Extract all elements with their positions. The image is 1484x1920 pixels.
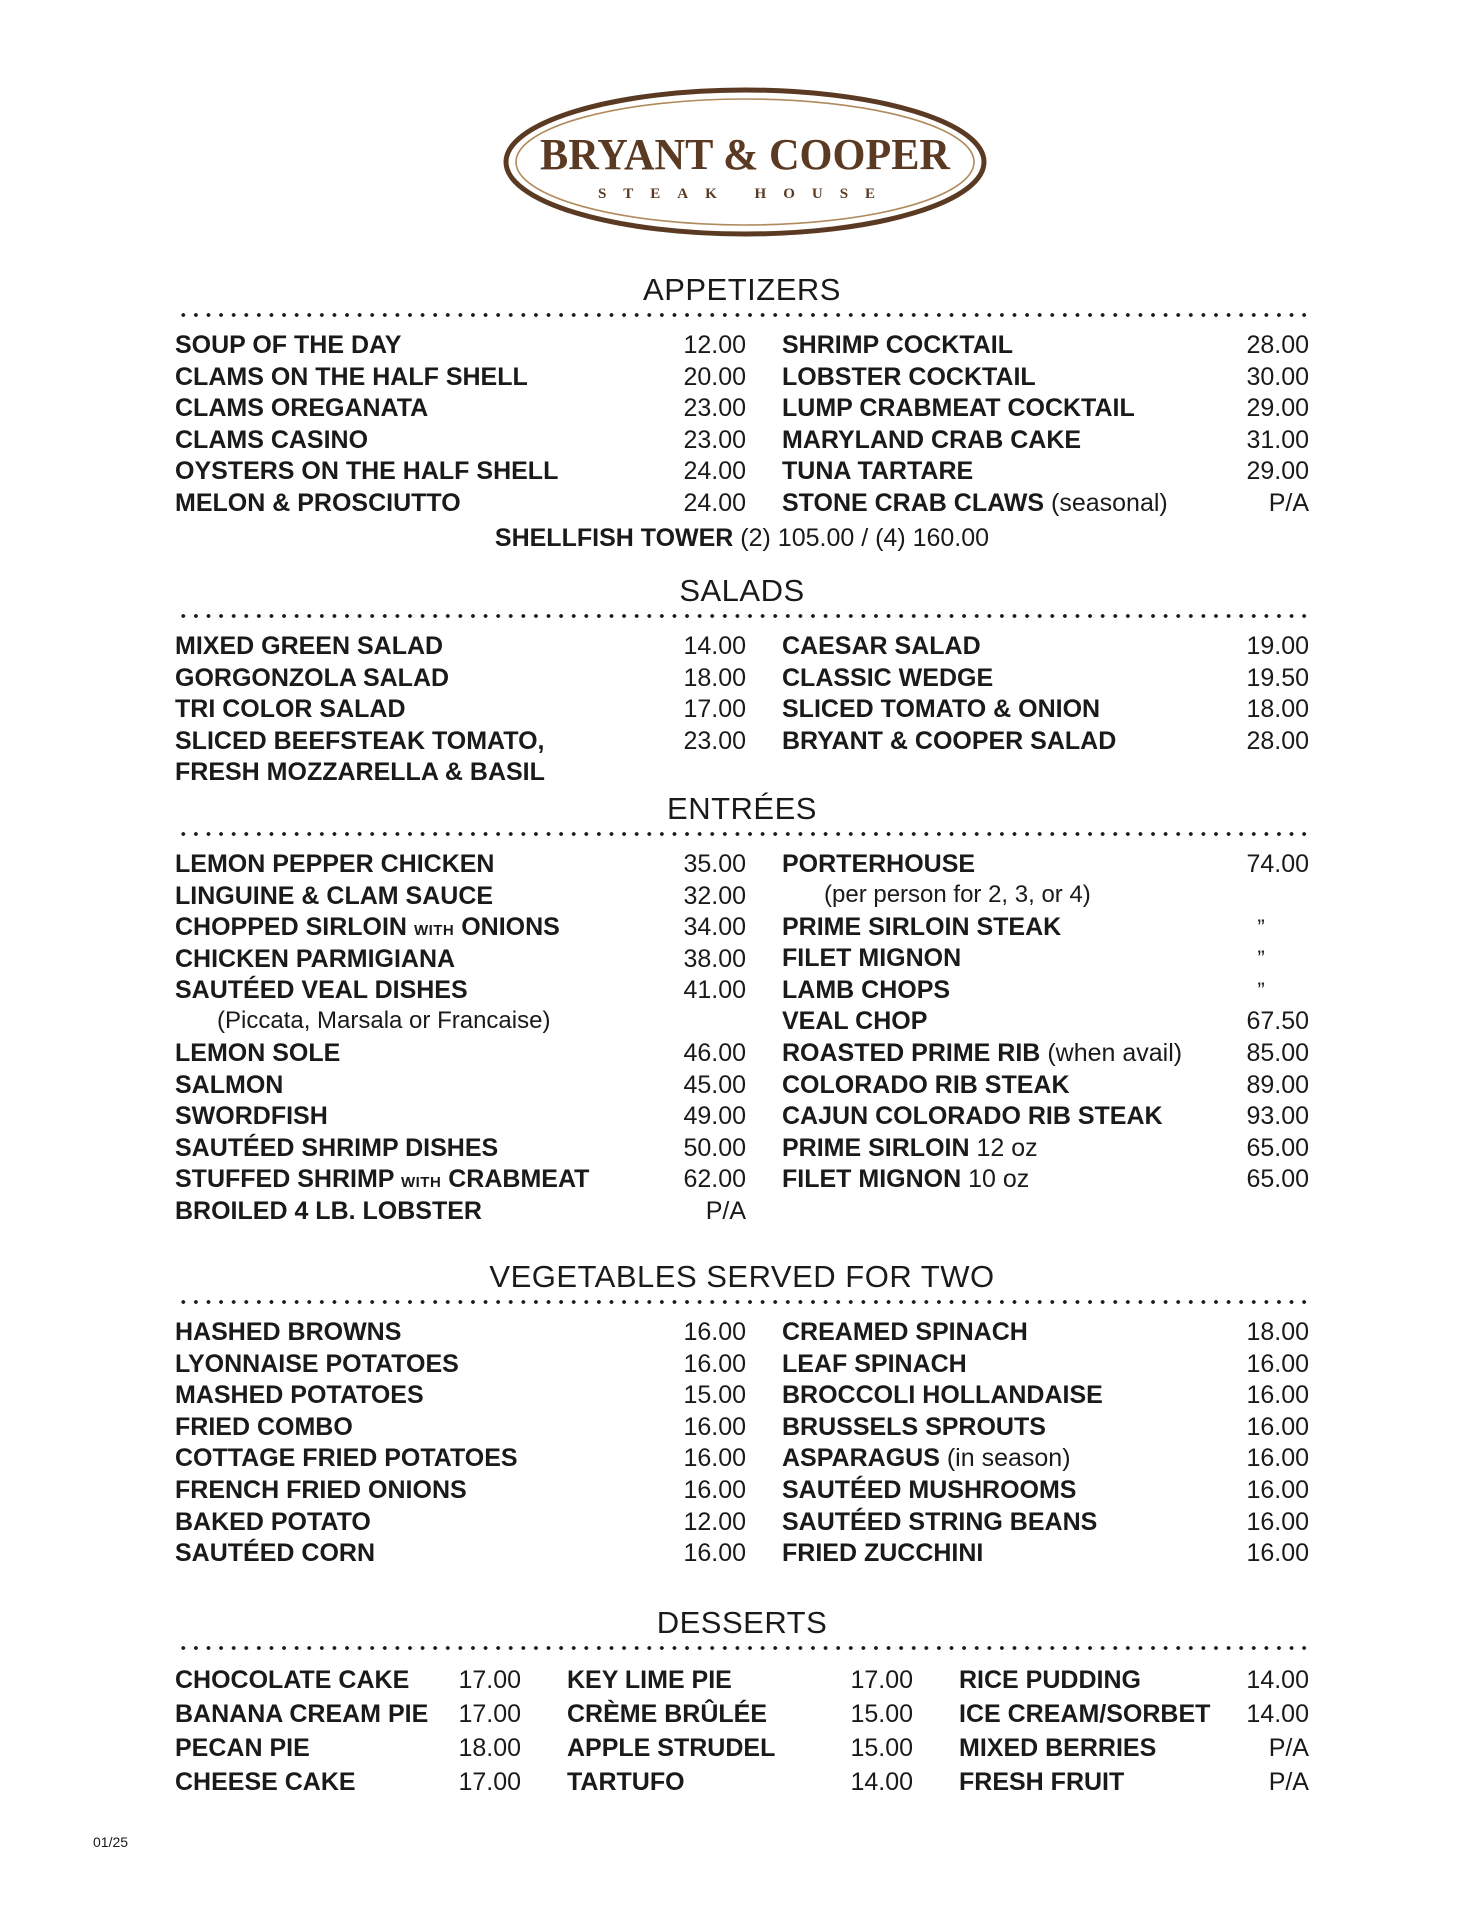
menu-item: CAESAR SALAD 19.00 xyxy=(782,632,1309,660)
menu-item: OYSTERS ON THE HALF SHELL 24.00 xyxy=(175,457,746,486)
menu-item: BROCCOLI HOLLANDAISE 16.00 xyxy=(782,1381,1309,1410)
menu-item: FRIED COMBO 16.00 xyxy=(175,1412,746,1441)
menu-item: ICE CREAM/SORBET 14.00 xyxy=(959,1700,1309,1728)
desserts-column-2 xyxy=(567,1663,913,1799)
menu-item: FRENCH FRIED ONIONS 16.00 xyxy=(175,1475,746,1504)
entrees-left-column xyxy=(175,849,746,1228)
menu-item: BROILED 4 LB. LOBSTER P/A xyxy=(175,1196,746,1225)
menu-item: CLAMS ON THE HALF SHELL 20.00 xyxy=(175,362,746,391)
menu-item: APPLE STRUDEL 15.00 xyxy=(567,1734,913,1762)
menu-item: LUMP CRABMEAT COCKTAIL 29.00 xyxy=(782,394,1309,423)
menu-item: COTTAGE FRIED POTATOES 16.00 xyxy=(175,1444,746,1473)
menu-item: ASPARAGUS (in season) 16.00 xyxy=(782,1444,1309,1473)
menu-item: CHEESE CAKE 17.00 xyxy=(175,1768,521,1796)
menu-item: SAUTÉED SHRIMP DISHES 50.00 xyxy=(175,1133,746,1162)
entrees-right-column xyxy=(782,849,1309,1228)
vegetables-section xyxy=(175,1259,1309,1570)
vegetables-right-column xyxy=(782,1317,1309,1570)
dotted-divider xyxy=(175,831,1309,837)
ditto-mark: ” xyxy=(1257,977,1265,1003)
menu-item: STUFFED SHRIMP WITH CRABMEAT 62.00 xyxy=(175,1165,746,1194)
menu-item: FILET MIGNON ” xyxy=(782,943,1309,975)
vegetables-left-column xyxy=(175,1317,746,1570)
menu-item: HASHED BROWNS 16.00 xyxy=(175,1318,746,1346)
salads-right-column xyxy=(782,631,1309,789)
appetizers-section xyxy=(175,272,1309,554)
appetizers-left-column xyxy=(175,330,746,520)
revision-code: 01/25 xyxy=(93,1834,129,1850)
menu-item: LINGUINE & CLAM SAUCE 32.00 xyxy=(175,881,746,910)
menu-item: SAUTÉED STRING BEANS 16.00 xyxy=(782,1507,1309,1536)
menu-item: TUNA TARTARE 29.00 xyxy=(782,457,1309,486)
menu-item: CRÈME BRÛLÉE 15.00 xyxy=(567,1700,913,1728)
menu-item: SOUP OF THE DAY 12.00 xyxy=(175,331,746,359)
menu-item: BAKED POTATO 12.00 xyxy=(175,1507,746,1536)
menu-item: BRUSSELS SPROUTS 16.00 xyxy=(782,1412,1309,1441)
menu-item: CLAMS OREGANATA 23.00 xyxy=(175,394,746,423)
menu-item: STONE CRAB CLAWS (seasonal) P/A xyxy=(782,488,1309,517)
menu-item: PORTERHOUSE 74.00 xyxy=(782,850,1309,878)
menu-item: MARYLAND CRAB CAKE 31.00 xyxy=(782,425,1309,454)
section-title: ENTRÉES xyxy=(667,791,817,826)
menu-item: SLICED TOMATO & ONION 18.00 xyxy=(782,695,1309,724)
ditto-mark: ” xyxy=(1257,914,1265,940)
menu-item: CAJUN COLORADO RIB STEAK 93.00 xyxy=(782,1102,1309,1131)
menu-item: LEAF SPINACH 16.00 xyxy=(782,1349,1309,1378)
menu-item-description: (per person for 2, 3, or 4) xyxy=(824,880,1091,908)
menu-item: LYONNAISE POTATOES 16.00 xyxy=(175,1349,746,1378)
menu-item: FRESH FRUIT P/A xyxy=(959,1768,1309,1796)
menu-item: PECAN PIE 18.00 xyxy=(175,1734,521,1762)
shellfish-tower: SHELLFISH TOWER (2) 105.00 / (4) 160.00 xyxy=(494,523,990,552)
menu-item-description: (Piccata, Marsala or Francaise) xyxy=(217,1006,551,1034)
menu-item: MASHED POTATOES 15.00 xyxy=(175,1381,746,1410)
menu-item: SWORDFISH 49.00 xyxy=(175,1102,746,1131)
menu-item: TRI COLOR SALAD 17.00 xyxy=(175,695,746,724)
menu-item: VEAL CHOP 67.50 xyxy=(782,1007,1309,1036)
menu-item: SHRIMP COCKTAIL 28.00 xyxy=(782,331,1309,359)
menu-item: PRIME SIRLOIN 12 oz 65.00 xyxy=(782,1133,1309,1162)
menu-item: ROASTED PRIME RIB (when avail) 85.00 xyxy=(782,1038,1309,1067)
desserts-column-3 xyxy=(959,1663,1309,1799)
restaurant-logo xyxy=(502,86,988,238)
logo-name: BRYANT & COOPER xyxy=(540,130,952,179)
menu-item: KEY LIME PIE 17.00 xyxy=(567,1666,913,1694)
menu-item: FILET MIGNON 10 oz 65.00 xyxy=(782,1165,1309,1194)
menu-item: PRIME SIRLOIN STEAK ” xyxy=(782,912,1309,944)
section-title: SALADS xyxy=(679,573,805,608)
salads-section xyxy=(175,573,1309,789)
menu-item: LEMON SOLE 46.00 xyxy=(175,1038,746,1067)
menu-item: SAUTÉED VEAL DISHES 41.00 xyxy=(175,976,746,1005)
menu-item: CHOPPED SIRLOIN WITH ONIONS 34.00 xyxy=(175,913,746,942)
salads-left-column xyxy=(175,631,746,789)
section-title: VEGETABLES SERVED FOR TWO xyxy=(489,1259,995,1294)
dotted-divider xyxy=(175,613,1309,619)
menu-item: CLASSIC WEDGE 19.50 xyxy=(782,663,1309,692)
desserts-section xyxy=(175,1605,1309,1799)
menu-item: SLICED BEEFSTEAK TOMATO, 23.00 xyxy=(175,726,746,755)
desserts-column-1 xyxy=(175,1663,521,1799)
menu-item: SAUTÉED CORN 16.00 xyxy=(175,1539,746,1568)
appetizers-right-column xyxy=(782,330,1309,520)
menu-item: SAUTÉED MUSHROOMS 16.00 xyxy=(782,1475,1309,1504)
menu-item: RICE PUDDING 14.00 xyxy=(959,1666,1309,1694)
menu-item: LOBSTER COCKTAIL 30.00 xyxy=(782,362,1309,391)
ditto-mark: ” xyxy=(1257,946,1265,972)
menu-item: MIXED GREEN SALAD 14.00 xyxy=(175,632,746,660)
menu-item: LEMON PEPPER CHICKEN 35.00 xyxy=(175,850,746,878)
menu-item: BRYANT & COOPER SALAD 28.00 xyxy=(782,726,1309,755)
dotted-divider xyxy=(175,1299,1309,1305)
menu-item: MIXED BERRIES P/A xyxy=(959,1734,1309,1762)
menu-item: FRIED ZUCCHINI 16.00 xyxy=(782,1539,1309,1568)
menu-item: CLAMS CASINO 23.00 xyxy=(175,425,746,454)
menu-item: LAMB CHOPS ” xyxy=(782,975,1309,1007)
menu-item: CHICKEN PARMIGIANA 38.00 xyxy=(175,944,746,973)
dotted-divider xyxy=(175,312,1309,318)
dotted-divider xyxy=(175,1645,1309,1651)
menu-item: TARTUFO 14.00 xyxy=(567,1768,913,1796)
menu-item: CREAMED SPINACH 18.00 xyxy=(782,1318,1309,1346)
section-title: DESSERTS xyxy=(656,1605,828,1640)
menu-item: SALMON 45.00 xyxy=(175,1070,746,1099)
menu-item-continuation: FRESH MOZZARELLA & BASIL xyxy=(175,758,545,787)
section-title: APPETIZERS xyxy=(643,272,841,307)
menu-item: COLORADO RIB STEAK 89.00 xyxy=(782,1070,1309,1099)
menu-item: CHOCOLATE CAKE 17.00 xyxy=(175,1666,521,1694)
menu-item: MELON & PROSCIUTTO 24.00 xyxy=(175,488,746,517)
menu-item: GORGONZOLA SALAD 18.00 xyxy=(175,663,746,692)
logo-subtitle: STEAK HOUSE xyxy=(597,186,893,202)
entrees-section xyxy=(175,791,1309,1228)
menu-item: BANANA CREAM PIE 17.00 xyxy=(175,1700,521,1728)
